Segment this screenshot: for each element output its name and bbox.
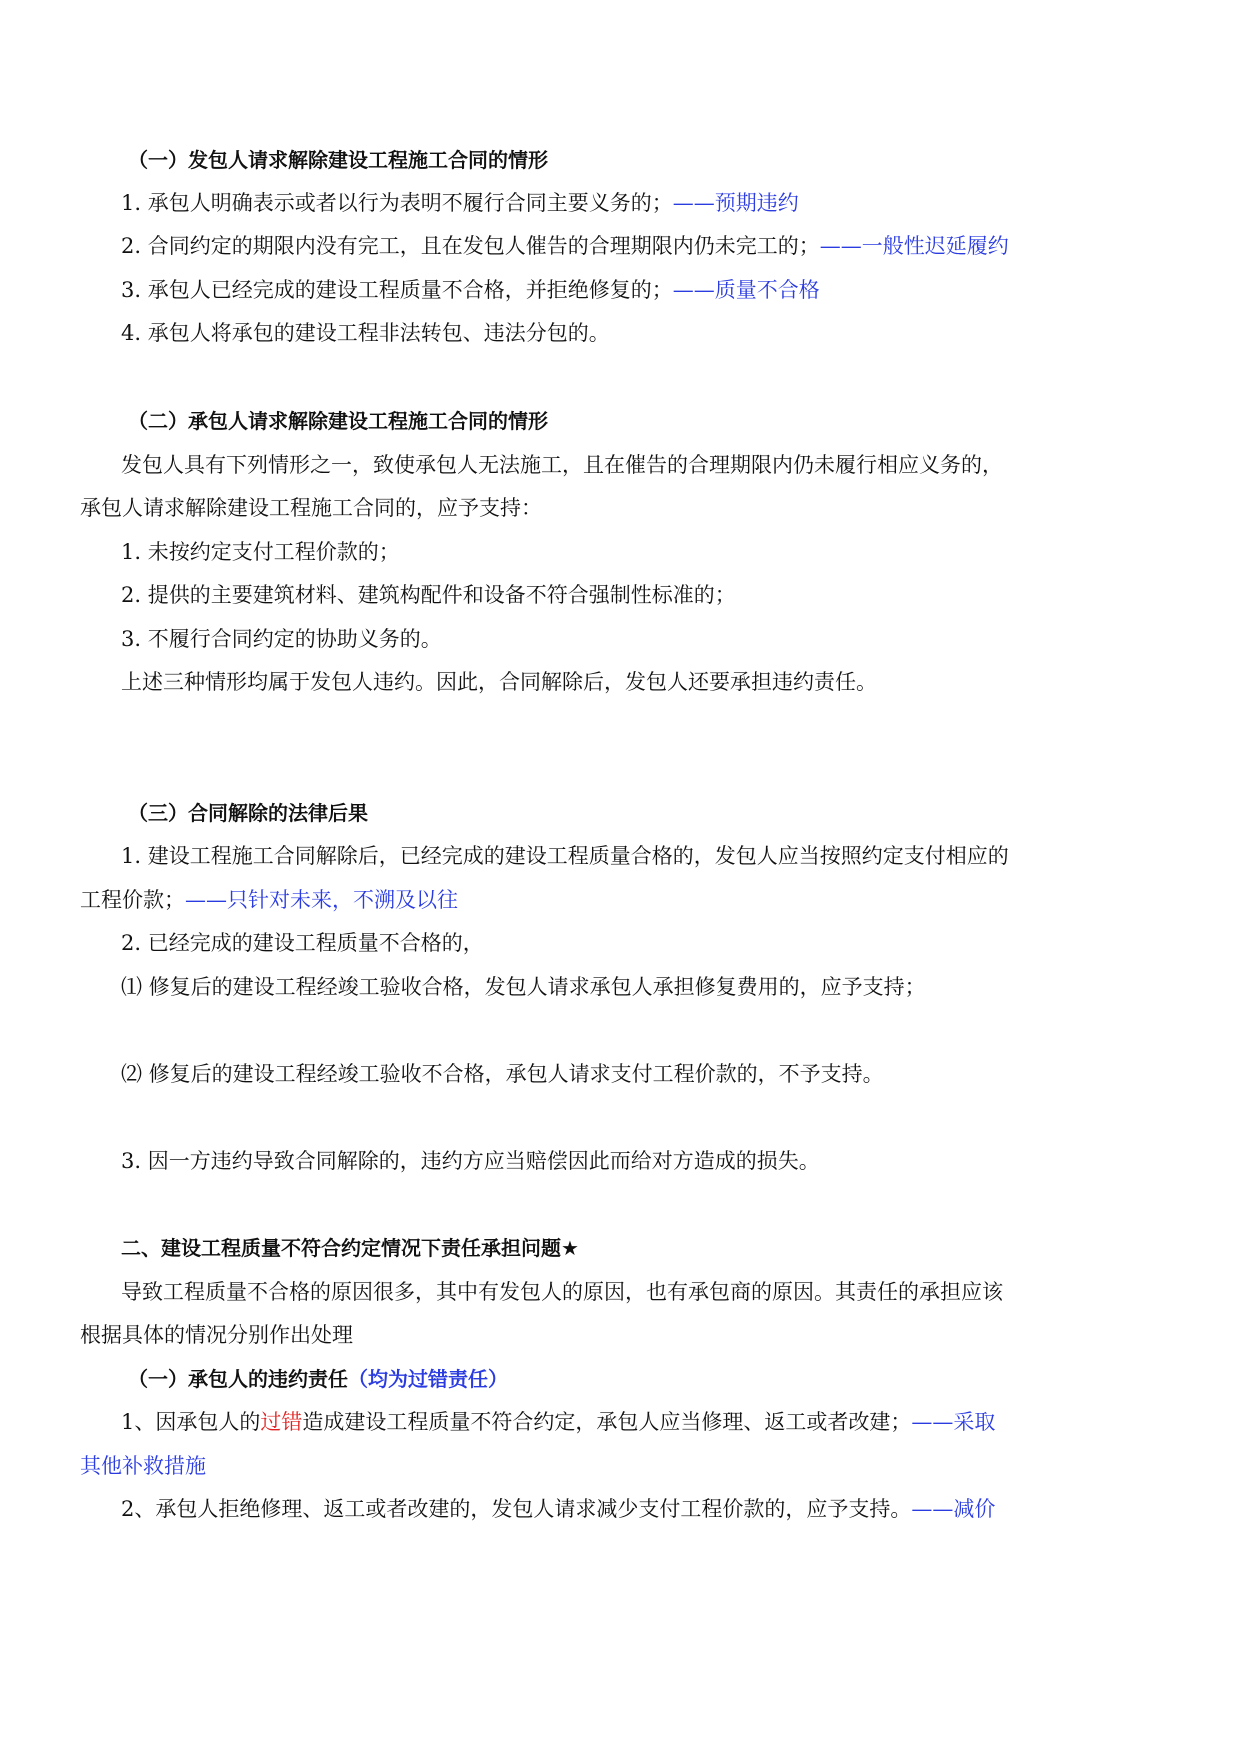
- section1-item-4: 4. 承包人将承包的建设工程非法转包、违法分包的。: [121, 321, 610, 345]
- section2-item-2: 2. 提供的主要建筑材料、建筑构配件和设备不符合强制性标准的；: [121, 583, 736, 607]
- part2-item2-note: ——减价: [911, 1497, 996, 1521]
- section2-intro-line1: 发包人具有下列情形之一，致使承包人无法施工，且在催告的合理期限内仍未履行相应义务的，: [121, 453, 1003, 477]
- part2-item1-note-a: ——采取: [911, 1410, 996, 1434]
- section3-item1-note: ——只针对未来，不溯及以往: [185, 888, 458, 912]
- section3-heading: （三）合同解除的法律后果: [128, 801, 368, 825]
- section3-sub1: ⑴ 修复后的建设工程经竣工验收合格，发包人请求承包人承担修复费用的，应予支持；: [121, 975, 926, 999]
- section1-item-3: 3. 承包人已经完成的建设工程质量不合格，并拒绝修复的；——质量不合格: [121, 278, 820, 302]
- part2-item1-line1: 1、因承包人的过错造成建设工程质量不符合约定，承包人应当修理、返工或者改建；——采取: [121, 1410, 996, 1434]
- section1-item-1-note: ——预期违约: [672, 191, 799, 215]
- section2-item-1: 1. 未按约定支付工程价款的；: [121, 540, 400, 564]
- section1-item-2-note: ——一般性迟延履约: [819, 234, 1009, 258]
- section1-heading: （一）发包人请求解除建设工程施工合同的情形: [128, 148, 548, 172]
- part2-intro-line1: 导致工程质量不合格的原因很多，其中有发包人的原因，也有承包商的原因。其责任的承担应该: [121, 1280, 1003, 1304]
- section3-item1-line2: 工程价款；——只针对未来，不溯及以往: [80, 888, 458, 912]
- part2-sub-heading-note: （均为过错责任）: [348, 1367, 508, 1391]
- section1-item-2: 2. 合同约定的期限内没有完工，且在发包人催告的合理期限内仍未完工的；——一般性迟延履约: [121, 234, 1009, 258]
- section1-item-1: 1. 承包人明确表示或者以行为表明不履行合同主要义务的；——预期违约: [121, 191, 799, 215]
- section3-item3: 3. 因一方违约导致合同解除的，违约方应当赔偿因此而给对方造成的损失。: [121, 1149, 820, 1173]
- section1-item-3-note: ——质量不合格: [672, 278, 820, 302]
- section2-item-3: 3. 不履行合同约定的协助义务的。: [121, 627, 442, 651]
- section3-item1-line1: 1. 建设工程施工合同解除后，已经完成的建设工程质量合格的，发包人应当按照约定支付相应的: [121, 844, 1009, 868]
- part2-heading: 二、建设工程质量不符合约定情况下责任承担问题★: [121, 1236, 579, 1260]
- section3-item2: 2. 已经完成的建设工程质量不合格的，: [121, 931, 484, 955]
- section3-sub2: ⑵ 修复后的建设工程经竣工验收不合格，承包人请求支付工程价款的，不予支持。: [121, 1062, 884, 1086]
- section2-conclusion: 上述三种情形均属于发包人违约。因此，合同解除后，发包人还要承担违约责任。: [121, 670, 877, 694]
- part2-intro-line2: 根据具体的情况分别作出处理: [80, 1323, 353, 1347]
- part2-item1-emphasis: 过错: [260, 1410, 303, 1434]
- part2-item2: 2、承包人拒绝修理、返工或者改建的，发包人请求减少支付工程价款的，应予支持。——减价: [121, 1497, 996, 1521]
- part2-sub-heading: （一）承包人的违约责任（均为过错责任）: [128, 1367, 508, 1391]
- section2-intro-line2: 承包人请求解除建设工程施工合同的，应予支持：: [80, 496, 542, 520]
- section2-heading: （二）承包人请求解除建设工程施工合同的情形: [128, 409, 548, 433]
- part2-item1-note-b: 其他补救措施: [80, 1454, 206, 1478]
